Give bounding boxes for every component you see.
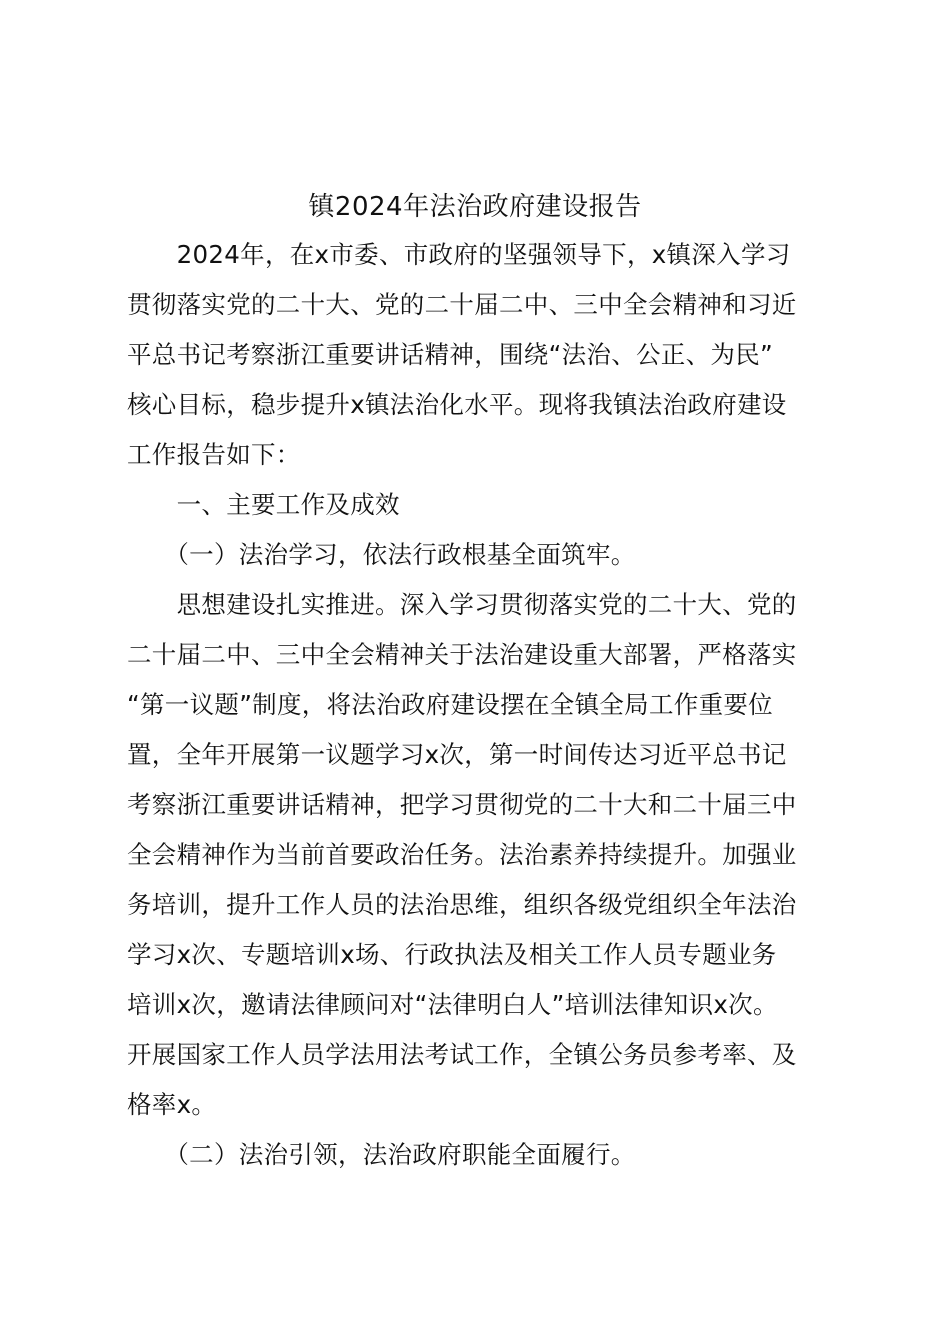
paragraph-line: 学习x次、专题培训x场、行政执法及相关工作人员专题业务 bbox=[127, 940, 777, 969]
paragraph-line: 2024年，在x市委、市政府的坚强领导下，x镇深入学习 bbox=[127, 240, 791, 269]
document-title: 镇2024年法治政府建设报告 bbox=[308, 192, 642, 222]
paragraph-line: 置，全年开展第一议题学习x次，第一时间传达习近平总书记 bbox=[127, 740, 787, 769]
subsection-heading: （二）法治引领，法治政府职能全面履行。 bbox=[127, 1140, 636, 1169]
paragraph-line: “第一议题”制度，将法治政府建设摆在全镇全局工作重要位 bbox=[127, 690, 773, 719]
section-heading: 一、主要工作及成效 bbox=[127, 490, 400, 519]
paragraph-line: 考察浙江重要讲话精神，把学习贯彻党的二十大和二十届三中 bbox=[127, 790, 797, 819]
paragraph-line: 格率x。 bbox=[127, 1090, 217, 1119]
paragraph-line: 培训x次，邀请法律顾问对“法律明白人”培训法律知识x次。 bbox=[127, 990, 778, 1019]
paragraph-line: 思想建设扎实推进。深入学习贯彻落实党的二十大、党的 bbox=[127, 590, 797, 619]
paragraph-line: 全会精神作为当前首要政治任务。法治素养持续提升。加强业 bbox=[127, 840, 797, 869]
paragraph-line: 务培训，提升工作人员的法治思维，组织各级党组织全年法治 bbox=[127, 890, 797, 919]
paragraph-line: 核心目标，稳步提升x镇法治化水平。现将我镇法治政府建设 bbox=[127, 390, 787, 419]
paragraph-line: 贯彻落实党的二十大、党的二十届二中、三中全会精神和习近 bbox=[127, 290, 797, 319]
paragraph-line: 平总书记考察浙江重要讲话精神，围绕“法治、公正、为民” bbox=[127, 340, 773, 369]
paragraph-line: 二十届二中、三中全会精神关于法治建设重大部署，严格落实 bbox=[127, 640, 797, 669]
paragraph-line: 开展国家工作人员学法用法考试工作，全镇公务员参考率、及 bbox=[127, 1040, 797, 1069]
subsection-heading: （一）法治学习，依法行政根基全面筑牢。 bbox=[127, 540, 636, 569]
paragraph-line: 工作报告如下： bbox=[127, 440, 301, 469]
